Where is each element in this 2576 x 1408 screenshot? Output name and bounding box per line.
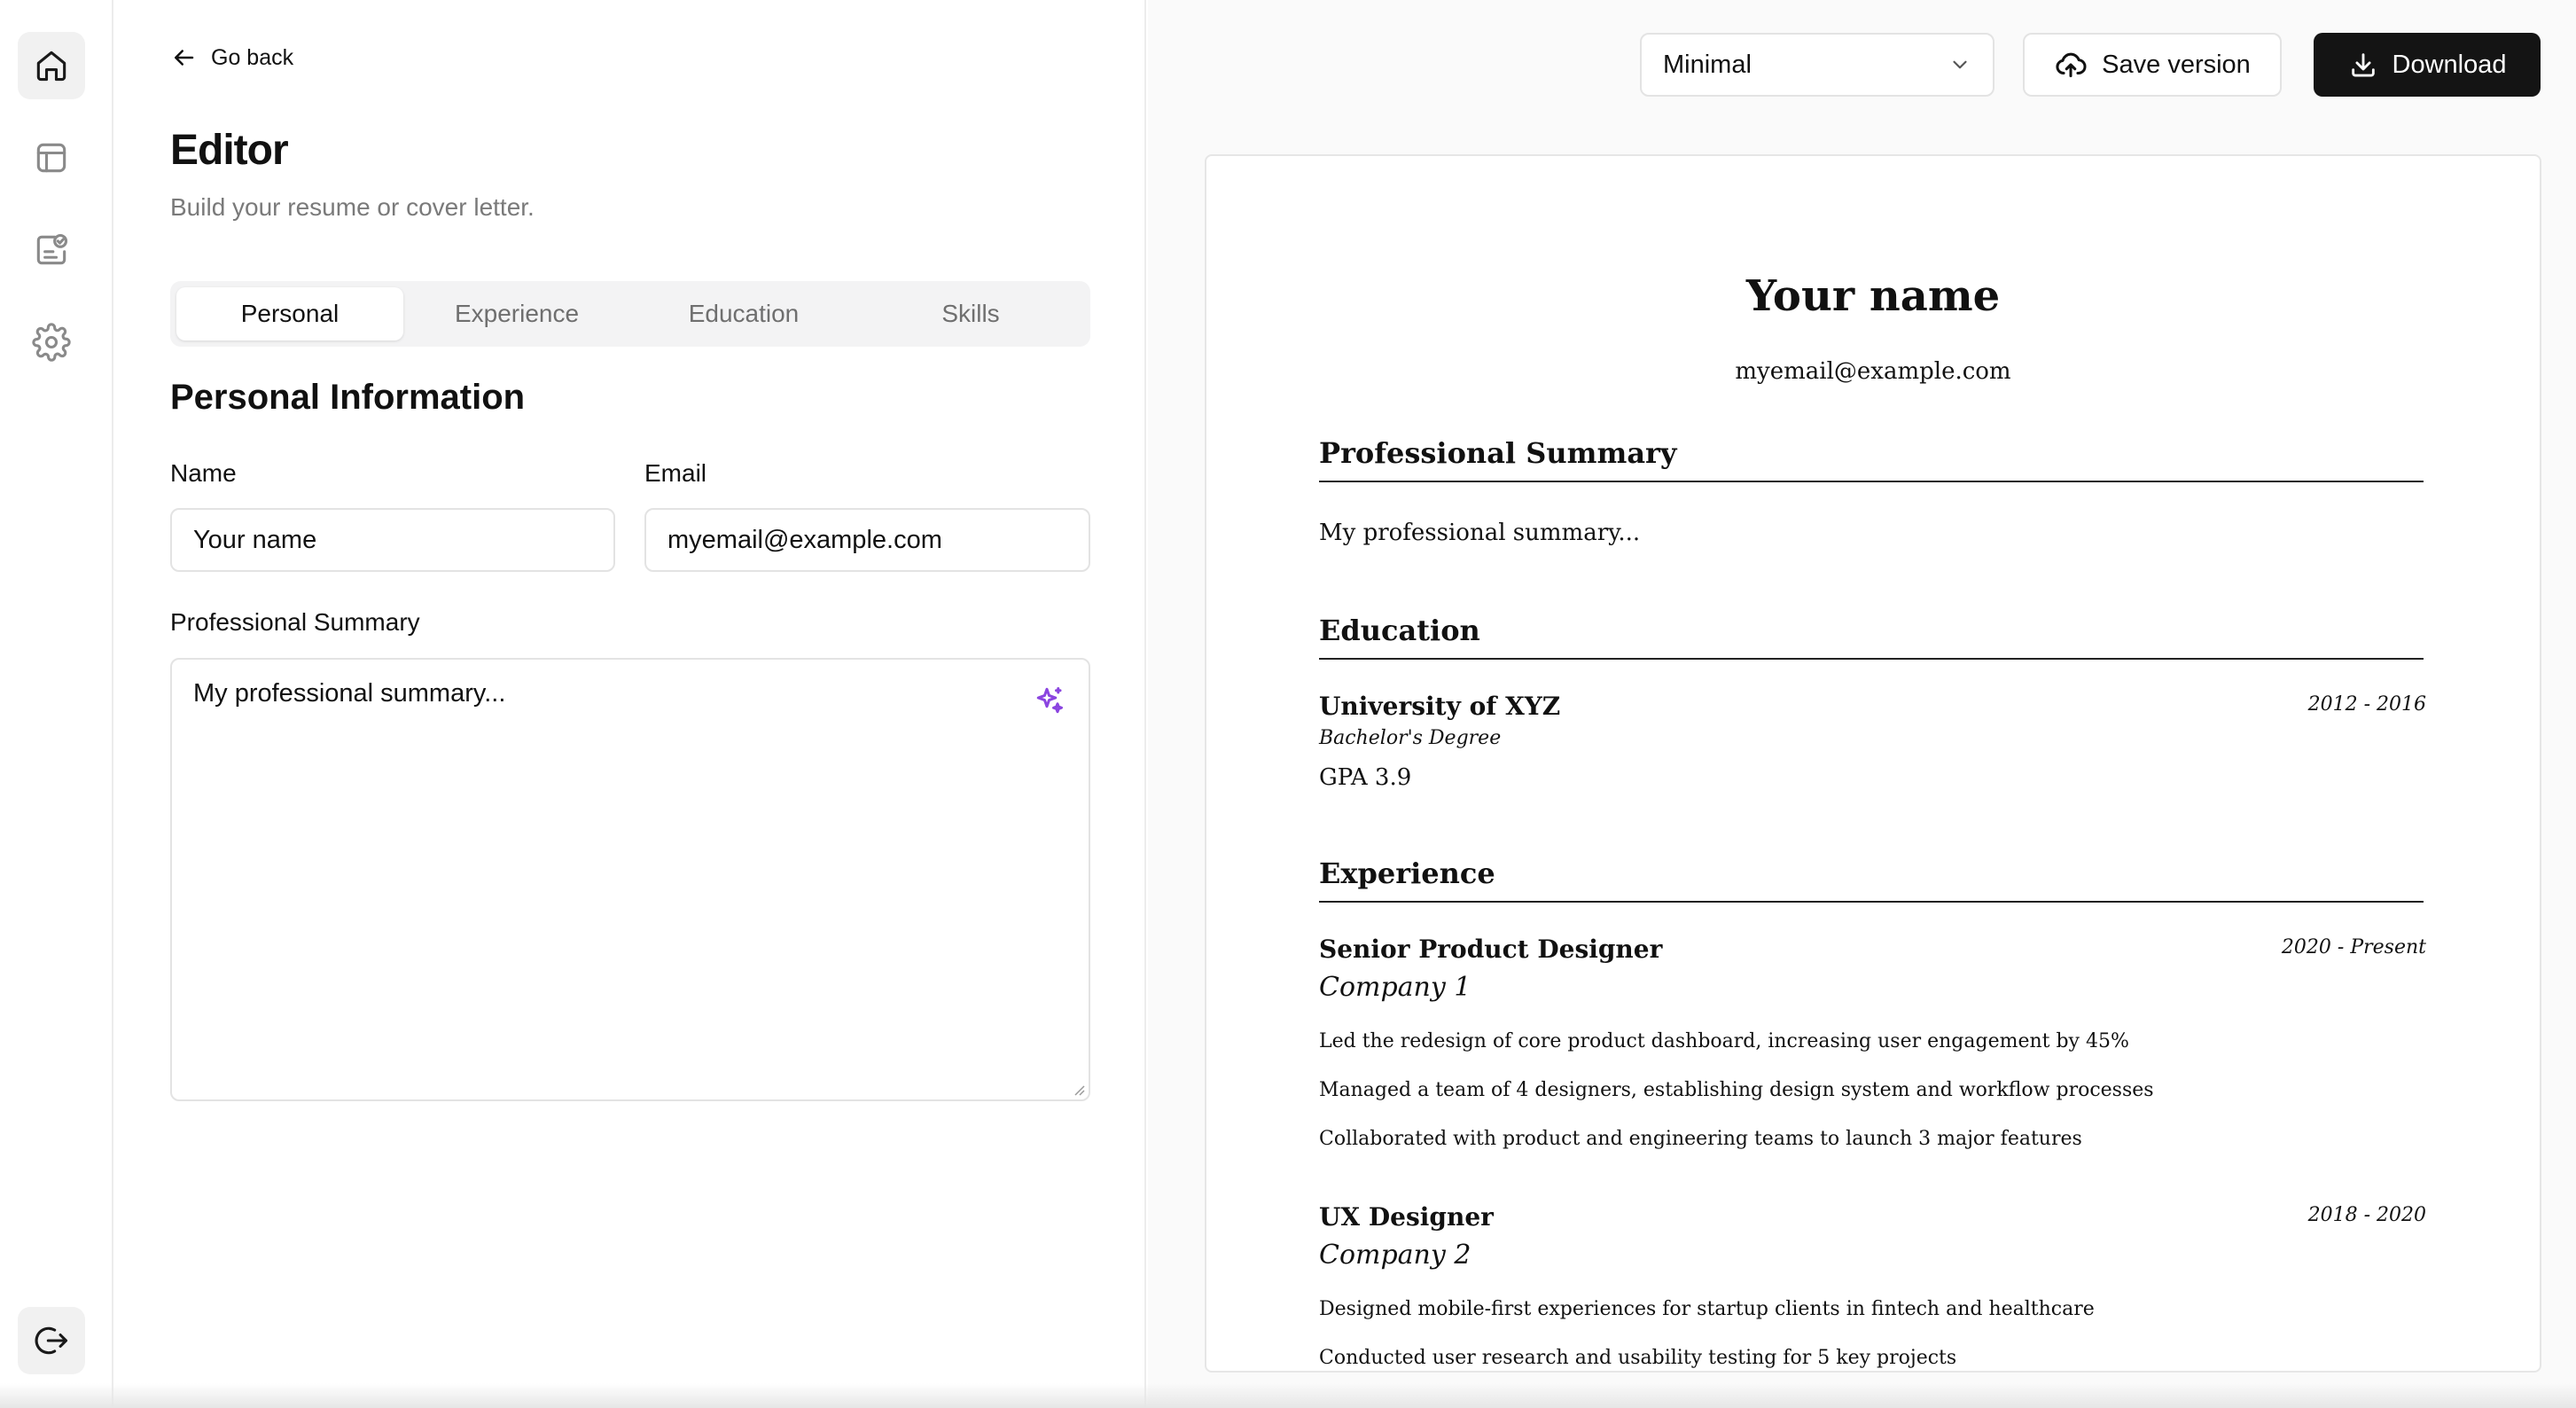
document-check-icon xyxy=(32,231,71,270)
save-version-button[interactable] xyxy=(2023,33,2282,97)
ai-sparkle-button[interactable] xyxy=(1034,684,1066,716)
bottom-shadow xyxy=(0,1383,2576,1408)
resume-preview xyxy=(1205,154,2541,1373)
education-dates: 2012 - 2016 xyxy=(2307,693,2426,716)
download-button[interactable] xyxy=(2314,33,2541,97)
section-title: Personal Information xyxy=(170,378,526,417)
logout-button[interactable] xyxy=(18,1307,85,1374)
logout-icon xyxy=(32,1321,71,1360)
sparkle-icon xyxy=(1034,684,1066,716)
cloud-upload-icon xyxy=(2054,48,2088,82)
experience-title: UX Designer xyxy=(1319,1202,1494,1232)
tab-experience[interactable]: Experience xyxy=(454,300,580,327)
tab-skills[interactable]: Skills xyxy=(941,300,1000,327)
resume-summary-heading: Professional Summary xyxy=(1319,436,2424,482)
name-field[interactable]: Your name xyxy=(170,508,615,572)
email-field[interactable]: myemail@example.com xyxy=(644,508,1090,572)
summary-text: My professional summary... xyxy=(193,679,506,708)
summary-textarea[interactable] xyxy=(170,658,1090,1101)
education-gpa: GPA 3.9 xyxy=(1319,764,1412,791)
download-label: Download xyxy=(2392,50,2507,79)
experience-company: Company 2 xyxy=(1319,1240,1471,1271)
resize-handle-icon[interactable] xyxy=(1071,1082,1085,1096)
tab-personal[interactable]: Personal xyxy=(176,287,403,340)
resume-email: myemail@example.com xyxy=(1735,358,2011,385)
name-label: Name xyxy=(170,459,237,487)
email-label: Email xyxy=(644,459,707,487)
nav-home-button[interactable] xyxy=(18,32,85,99)
resume-education-heading: Education xyxy=(1319,614,2424,660)
experience-title: Senior Product Designer xyxy=(1319,935,1663,964)
layout-icon xyxy=(32,138,71,177)
resume-experience-heading: Experience xyxy=(1319,857,2424,903)
experience-bullet: Designed mobile-first experiences for startup clients in fintech and healthcare xyxy=(1319,1298,2095,1320)
experience-dates: 2018 - 2020 xyxy=(2307,1204,2426,1226)
home-icon xyxy=(32,46,71,85)
resume-name: Your name xyxy=(1745,271,2001,321)
page-subtitle: Build your resume or cover letter. xyxy=(170,193,535,221)
experience-bullet: Collaborated with product and engineering teams to launch 3 major features xyxy=(1319,1128,2082,1150)
education-degree: Bachelor's Degree xyxy=(1319,727,1502,749)
arrow-left-icon xyxy=(170,44,197,71)
save-version-label: Save version xyxy=(2102,50,2251,79)
experience-bullet: Led the redesign of core product dashboard, increasing user engagement by 45% xyxy=(1319,1030,2129,1052)
experience-dates: 2020 - Present xyxy=(2281,936,2426,958)
editor-tabs xyxy=(170,281,1090,347)
experience-bullet: Conducted user research and usability testing for 5 key projects xyxy=(1319,1347,1957,1369)
summary-label: Professional Summary xyxy=(170,608,420,636)
preview-area xyxy=(1148,0,2576,1408)
resume-summary-text: My professional summary... xyxy=(1319,520,1641,546)
nav-documents-button[interactable] xyxy=(18,216,85,284)
experience-company: Company 1 xyxy=(1319,972,1471,1003)
tab-education[interactable]: Education xyxy=(688,300,800,327)
icon-sidebar xyxy=(0,0,113,1408)
nav-templates-button[interactable] xyxy=(18,124,85,192)
experience-bullet: Managed a team of 4 designers, establishing design system and workflow processes xyxy=(1319,1079,2154,1101)
education-school: University of XYZ xyxy=(1319,692,1561,721)
template-select[interactable] xyxy=(1640,33,1994,97)
chevron-down-icon xyxy=(1948,53,1971,76)
template-select-value: Minimal xyxy=(1663,50,1752,79)
nav-settings-button[interactable] xyxy=(18,309,85,376)
go-back-link[interactable] xyxy=(170,44,293,71)
download-icon xyxy=(2348,50,2378,80)
go-back-label: Go back xyxy=(211,44,294,70)
editor-panel xyxy=(115,0,1146,1408)
page-title: Editor xyxy=(170,127,288,174)
gear-icon xyxy=(32,323,71,362)
